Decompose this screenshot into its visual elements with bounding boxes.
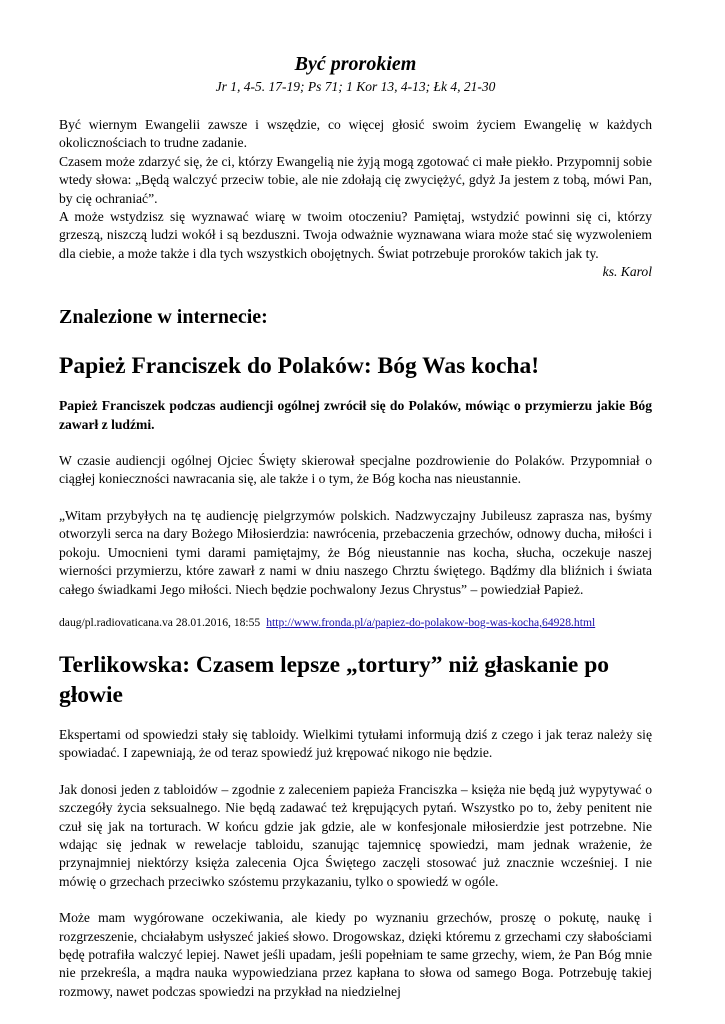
article1-title: Papież Franciszek do Polaków: Bóg Was kocha! [59, 353, 540, 380]
sermon-paragraph: Czasem może zdarzyć się, że ci, którzy Ewangelią nie żyją mogą zgotować ci małe piekło. Przypomnij sobie wtedy słowa: „Będą walczyć przeciw tobie, ale nie zdołają cię zwyciężyć, gdyż Ja jestem z tobą, mówi Pan, by cię ochraniać”. [59, 153, 652, 206]
article1-paragraph: W czasie audiencji ogólnej Ojciec Święty skierował specjalne pozdrowienie do Polaków. Przypomniał o ciągłej konieczności nawracania się, ale także i o tym, że Bóg kocha nas nieustannie. [59, 453, 652, 487]
article2-paragraph: Jak donosi jeden z tabloidów – zgodnie z zaleceniem papieża Franciszka – księża nie będą już wypytywać o szczegóły życia seksualnego. Nie będą zadawać też krępujących pytań. Wszystko po to, żeby penitent nie czuł się jak na torturach. W końcu gdzie jak gdzie, ale w konfesjonale miłosierdzie jest potrzebne. Nie wdając się jednak w rewelacje tabloidu, szanując tajemnicę spowiedzi, mam jednak wrażenie, że przynajmniej niektórzy księża zalecenia Ojca Świętego zaczęli stosować już znacznie wcześniej. I nie mówię o grzechach przeciwko szóstemu przykazaniu, tylko o spowiedź w ogóle. [59, 781, 652, 889]
sermon-title: Być prorokiem [294, 53, 417, 75]
article1-source [59, 615, 652, 630]
sermon-paragraph: Być wiernym Ewangelii zawsze i wszędzie, co więcej głosić swoim życiem Ewangelię w każdych okolicznościach to trudne zadanie. [59, 117, 652, 151]
sermon-signature: ks. Karol [602, 264, 652, 280]
article2-paragraph: Ekspertami od spowiedzi stały się tabloidy. Wielkimi tytułami informują dziś z czego i jak teraz należy się spowiadać. I zapewniają, że od teraz spowiedź już krępować nikogo nie będzie. [59, 726, 652, 761]
article1-lead: Papież Franciszek podczas audiencji ogólnej zwrócił się do Polaków, mówiąc o przymierzu jakie Bóg zawarł z ludźmi. [59, 398, 652, 432]
source-text: daug/pl.radiovaticana.va 28.01.2016, 18:55 [59, 615, 261, 629]
document-page [59, 52, 652, 1001]
found-heading: Znalezione w internecie: [59, 306, 268, 329]
sermon-paragraph: A może wstydzisz się wyznawać wiarę w twoim otoczeniu? Pamiętaj, wstydzić powinni się ci, którzy grzeszą, niszczą ludzi wokół i są bezduszni. Twoja odważnie wyznawana wiara może stać się wyzwoleniem dla ciebie, a może także i dla tych wszystkich obojętnych. Świat potrzebuje proroków takich jak ty. [59, 209, 652, 261]
article2-paragraph: Może mam wygórowane oczekiwania, ale kiedy po wyznaniu grzechów, proszę o pokutę, naukę i rozgrzeszenie, chciałabym usłyszeć jakieś słowo. Drogowskaz, dzięki któremu z grzechami czy słabościami będę potrafiła walczyć lepiej. Nawet jeśli upadam, jeśli popełniam te same grzechy, wiem, że Pan Bóg mnie nie przekreśla, a mądra nauka wypowiedziana przez kapłana to słowa od samego Boga. Potrzebuję takiej rozmowy, nawet podczas spowiedzi na przykład na niedzielnej [59, 910, 652, 999]
article2-title: Terlikowska: Czasem lepsze „tortury” niż głaskanie po głowie [59, 651, 610, 708]
sermon-readings: Jr 1, 4-5. 17-19; Ps 71; 1 Kor 13, 4-13; Łk 4, 21-30 [215, 79, 496, 94]
source-link[interactable]: http://www.fronda.pl/a/papiez-do-polakow-bog-was-kocha,64928.html [266, 615, 596, 629]
sermon-body [59, 116, 652, 281]
article1-paragraph: „Witam przybyłych na tę audiencję pielgrzymów polskich. Nadzwyczajny Jubileusz zaprasza nas, byśmy otworzyli serca na dary Bożego Miłosierdzia: nawrócenia, przebaczenia grzechów, odnowy ducha, miłości i pokoju. Umocnieni tymi darami pamiętajmy, że Bóg nieustannie nas kocha, słucha, oczekuje naszej wierności przymierzu, które zawarł z nami w dniu naszego Chrztu świętego. Bądźmy dla bliźnich i świata całego świadkami Jego miłości. Niech będzie pochwalony Jezus Chrystus” – powiedział Papież. [59, 507, 652, 597]
